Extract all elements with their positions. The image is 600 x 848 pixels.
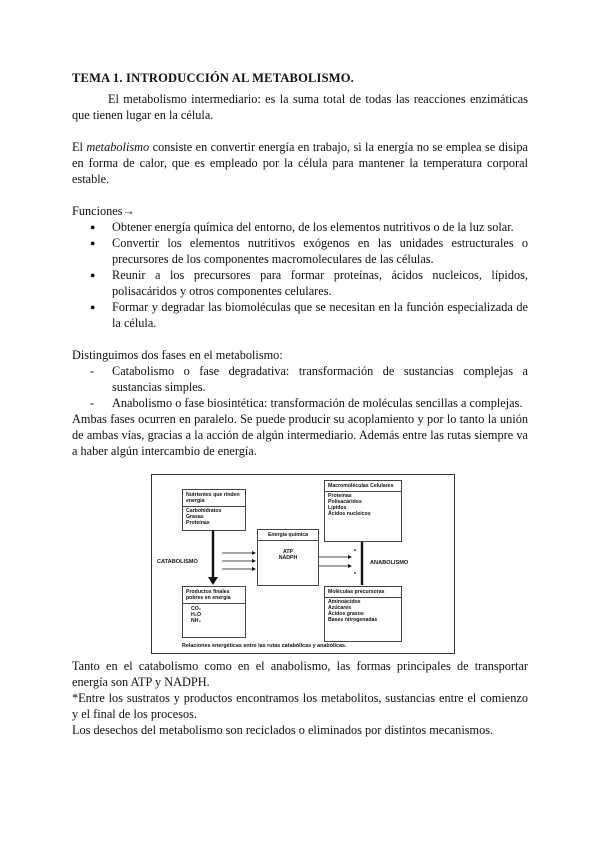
definition-rest: consiste en convertir energía en trabajo, si la energía no se emplea se disipa en forma de calor, que es empleado por la célula para mantener la temperatura corporal estable. <box>72 140 528 186</box>
list-item: - Anabolismo o fase biosintética: transformación de moléculas sencillas a complejas. <box>112 395 528 411</box>
intro-paragraph: El metabolismo intermediario: es la suma total de todas las reacciones enzimáticas que tienen lugar en la célula. <box>72 92 528 122</box>
macromoleculas-box <box>324 480 402 542</box>
macro-item: Lípidos <box>328 505 347 511</box>
nutrientes-title: Nutrientes que rinden energía <box>186 492 240 504</box>
catabolismo-label: CATABOLISMO <box>157 559 198 565</box>
precursoras-box <box>324 586 402 642</box>
producto-item: H₂O <box>191 612 202 618</box>
page-title: TEMA 1. INTRODUCCIÓN AL METABOLISMO. <box>72 71 355 85</box>
macro-item: Polisacáridos <box>328 499 362 505</box>
closing-paragraph: Tanto en el catabolismo como en el anabolismo, las formas principales de transportar energía son ATP y NADPH. <box>72 659 528 689</box>
producto-item: NH₃ <box>191 618 201 624</box>
precursoras-title: Moléculas precursoras <box>328 589 385 595</box>
list-item: ● Convertir los elementos nutritivos exógenos en las unidades estructurales o precursores de los componentes macromoleculares de las células. <box>112 235 528 267</box>
precursora-item: Aminoácidos <box>328 599 361 605</box>
anabolismo-label: ANABOLISMO <box>370 560 409 566</box>
list-item: ● Reunir a los precursores para formar proteínas, ácidos nucleicos, lípidos, polisacáridos y otros componentes celulares. <box>112 267 528 299</box>
producto-item: CO₂ <box>191 606 202 612</box>
productos-box <box>182 586 246 638</box>
document-body <box>72 70 528 459</box>
macro-item: Proteínas <box>328 493 352 499</box>
list-item: ● Obtener energía química del entorno, de los elementos nutritivos o de la luz solar. <box>112 219 528 235</box>
list-item: - Catabolismo o fase degradativa: transformación de sustancias complejas a sustancias simples. <box>112 363 528 395</box>
energia-title: Energía química <box>267 532 309 538</box>
definition-paragraph <box>72 139 528 187</box>
productos-title: Productos finales pobres en energía <box>186 589 231 601</box>
closing-section <box>72 658 528 738</box>
precursora-item: Bases nitrogenadas <box>328 617 378 623</box>
fases-list <box>72 363 528 411</box>
nutrient-item: Grasas <box>186 514 204 520</box>
nutrient-item: Carbohidratos <box>186 508 222 514</box>
precursora-item: Ácidos grasos <box>328 611 364 617</box>
fases-heading: Distinguimos dos fases en el metabolismo: <box>72 348 283 362</box>
macro-item: Ácidos nucleicos <box>328 511 371 517</box>
energia-item: ATP <box>283 549 293 555</box>
energia-item: NADPH <box>278 555 298 561</box>
definition-term: metabolismo <box>86 140 150 154</box>
list-item: ● Formar y degradar las biomoléculas que se necesitan en la función especializada de la célula. <box>112 299 528 331</box>
funciones-list <box>72 219 528 331</box>
macromoleculas-title: Macromoléculas Celulares <box>328 483 394 489</box>
precursora-item: Azúcares <box>328 605 352 611</box>
figure-caption: Relaciones energéticas entre las rutas catabólicas y anabólicas. <box>182 643 347 649</box>
energia-box <box>257 529 319 586</box>
closing-paragraph: *Entre los sustratos y productos encontramos los metabolitos, sustancias entre el comienzo y el final de los procesos. <box>72 691 528 721</box>
metabolism-diagram <box>151 474 455 654</box>
funciones-heading: Funciones→ <box>72 204 135 218</box>
definition-pre: El <box>72 140 87 154</box>
nutrient-item: Proteínas <box>186 520 210 526</box>
closing-paragraph: Los desechos del metabolismo son reciclados o eliminados por distintos mecanismos. <box>72 723 494 737</box>
paralelo-paragraph: Ambas fases ocurren en paralelo. Se puede producir su acoplamiento y por lo tanto la unión de ambas vías, gracias a la acción de algún intermediario. Además entre las rutas siempre va a haber algún intercambio de energía. <box>72 412 528 458</box>
